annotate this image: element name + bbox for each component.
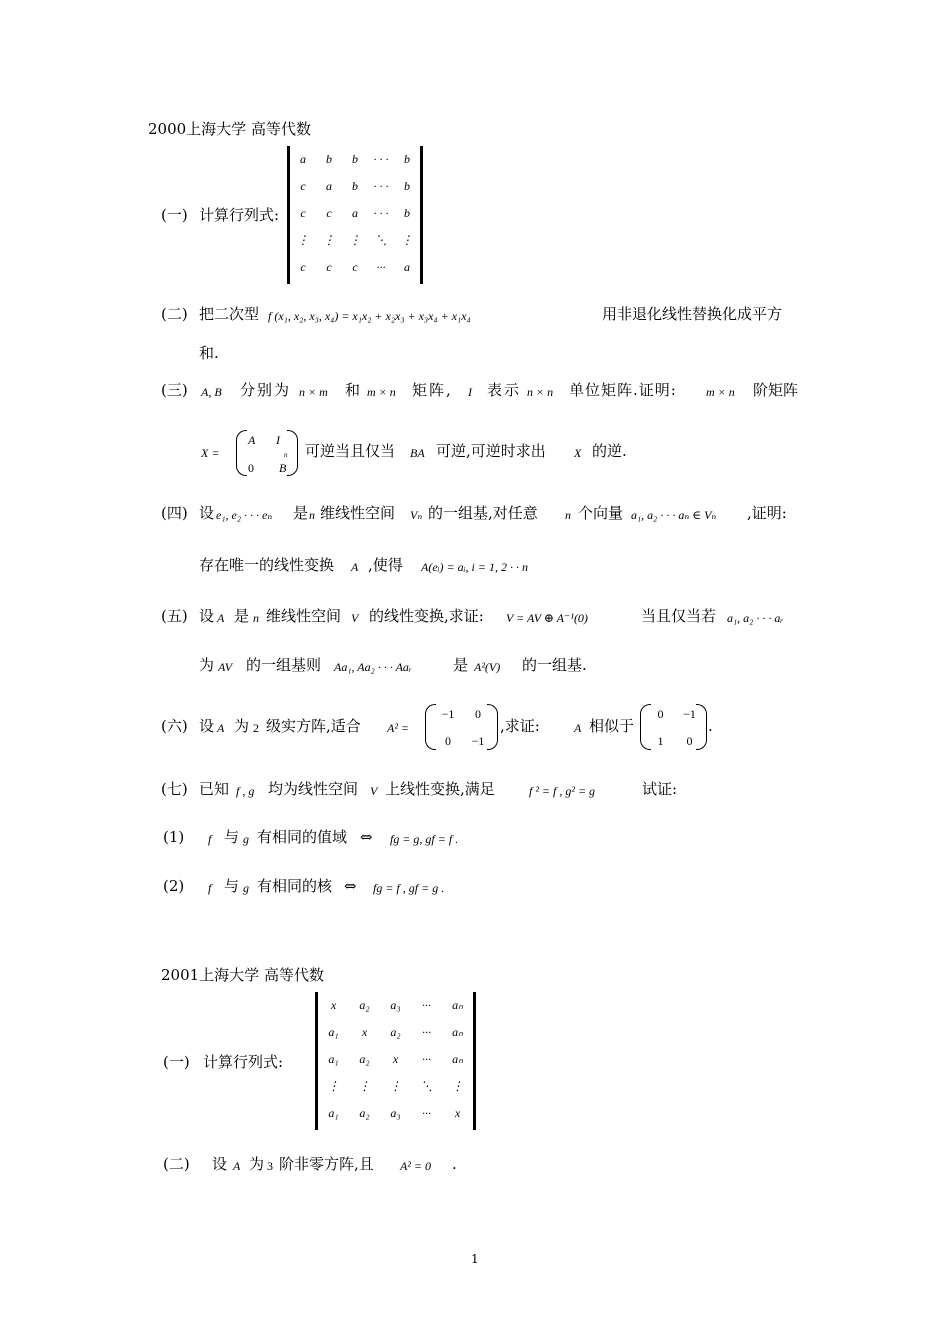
matrix-cell: · · · — [373, 179, 389, 193]
math: V = AV ⊕ A⁻¹(0) — [506, 611, 588, 625]
matrix-cell: 1 — [657, 734, 664, 748]
problem-label: (三) — [161, 381, 188, 399]
matrix-cell: ··· — [422, 1106, 431, 1120]
problem-text: 分别为 — [240, 381, 292, 399]
problem-text: 的一组基. — [522, 656, 587, 674]
problem-label: (六) — [161, 717, 188, 735]
page-number: 1 — [471, 1252, 479, 1266]
matrix-a-squared — [433, 707, 493, 749]
math: A(eᵢ) = aᵢ, i = 1, 2 · · n — [421, 560, 528, 574]
problem-text: 是 — [453, 656, 469, 674]
problem-text: 的线性变换,求证: — [369, 607, 484, 625]
problem-text: 级实方阵,适合 — [266, 717, 361, 735]
math: n — [309, 508, 315, 522]
math: V — [370, 784, 378, 798]
matrix-cell: a₂ — [359, 1052, 370, 1066]
math: X — [574, 446, 582, 460]
matrix-cell: ⋮ — [327, 1079, 340, 1093]
matrix-cell: · · · — [373, 206, 389, 220]
problem-text: 和. — [199, 344, 219, 362]
problem-text: 为 — [234, 717, 250, 735]
matrix-cell: c — [300, 206, 306, 220]
math: a₁, a₂ · · · aₙ ∈ Vₙ — [631, 508, 717, 522]
matrix-cell: ··· — [422, 998, 431, 1012]
matrix-cell: ⋮ — [358, 1079, 371, 1093]
math: f — [208, 881, 212, 895]
math: Vₙ — [410, 508, 423, 522]
matrix-cell: B — [279, 461, 287, 475]
matrix-cell: a — [326, 179, 332, 193]
problem-text: 是 — [234, 607, 250, 625]
problem-text: 和 — [345, 381, 361, 399]
problem-text: 用非退化线性替换化成平方 — [602, 305, 783, 323]
problem-text: 维线性空间 — [320, 504, 396, 522]
problem-text: 设 — [199, 607, 215, 625]
math: A²(V) — [474, 660, 501, 674]
problem-text: 的一组基,对任意 — [428, 504, 538, 522]
math: f ² = f , g² = g — [529, 784, 596, 798]
math: 2 — [253, 721, 259, 735]
matrix-cell: ··· — [376, 260, 386, 274]
problem-text: 设 — [199, 717, 215, 735]
problem-text: 均为线性空间 — [268, 780, 359, 798]
matrix-cell: 0 — [445, 734, 451, 748]
math: A² = 0 — [400, 1159, 432, 1173]
math: V — [351, 611, 359, 625]
problem-text: ,求证: — [500, 717, 540, 735]
matrix-cell: a₂ — [359, 1106, 370, 1120]
matrix-cell: ⋮ — [389, 1079, 402, 1093]
matrix-cell: a — [352, 206, 358, 220]
matrix-similar — [646, 707, 704, 749]
matrix-cell: b — [352, 152, 358, 166]
problem-text: 表示 — [487, 381, 522, 399]
problem-label: (二) — [163, 1155, 190, 1173]
matrix-cell: a₁ — [328, 1106, 339, 1120]
problem-text: 有相同的核 — [257, 877, 333, 895]
problem-label: (五) — [161, 607, 188, 625]
problem-text: . — [452, 1155, 457, 1173]
math: e₁, e₂ · · · eₙ — [216, 508, 273, 522]
matrix-cell: 0 — [475, 707, 481, 721]
matrix-cell: x — [454, 1106, 461, 1120]
math: A — [217, 721, 225, 735]
problem-text: 个向量 — [578, 504, 624, 522]
math: n — [565, 508, 571, 522]
math: n × n — [527, 385, 554, 399]
matrix-cell: b — [326, 152, 332, 166]
problem-text: 是 — [293, 504, 309, 522]
determinant-right-bar — [473, 992, 476, 1130]
math: m × n — [367, 385, 396, 399]
problem-text: 相似于 — [589, 717, 635, 735]
matrix-cell: ⋱ — [375, 233, 387, 247]
problem-text: 设 — [199, 504, 215, 522]
problem-text: 上线性变换,满足 — [385, 780, 495, 798]
matrix-cell: b — [352, 179, 358, 193]
matrix-cell: 0 — [657, 707, 664, 721]
subproblem-number: (1) — [163, 828, 185, 846]
matrix-cell: −1 — [683, 707, 696, 721]
matrix-cell: x — [330, 998, 337, 1012]
math: fg = f , gf = g . — [373, 881, 445, 895]
problem-text: 的一组基则 — [246, 656, 322, 674]
matrix-cell: b — [404, 179, 410, 193]
problem-text: 已知 — [199, 780, 230, 798]
matrix-cell: a₁ — [328, 1052, 339, 1066]
matrix-cell: −1 — [471, 734, 485, 748]
matrix-cell: ⋮ — [401, 233, 413, 247]
problem-text: 当且仅当若 — [641, 607, 717, 625]
determinant-2001 — [318, 998, 473, 1121]
math: fg = g, gf = f . — [390, 832, 459, 846]
problem-label: (四) — [161, 504, 188, 522]
subproblem-number: (2) — [163, 877, 185, 895]
problem-text: 把二次型 — [199, 305, 260, 323]
matrix-cell: ··· — [422, 1025, 431, 1039]
matrix-cell: x — [361, 1025, 368, 1039]
matrix-cell: A — [248, 433, 256, 447]
problem-text: 的逆. — [592, 442, 627, 460]
matrix-cell: a₂ — [359, 998, 370, 1012]
problem-label: (七) — [161, 780, 188, 798]
matrix-cell: ⋮ — [451, 1079, 464, 1093]
matrix-cell: a₃ — [390, 1106, 401, 1120]
problem-label: (二) — [161, 305, 188, 323]
section-title-2000: 2000上海大学 高等代数 — [148, 120, 311, 138]
section-title-2001: 2001上海大学 高等代数 — [161, 966, 324, 984]
problem-text: 单位矩阵.证明: — [569, 381, 677, 399]
matrix-cell: · · · — [373, 152, 389, 166]
math: n — [253, 611, 259, 625]
matrix-cell: aₙ — [452, 1052, 463, 1066]
problem-label: (一) — [163, 1053, 190, 1071]
math: f , g — [236, 784, 255, 798]
problem-text: 试证: — [642, 780, 678, 798]
problem-text: ,使得 — [368, 556, 403, 574]
math: A — [574, 721, 582, 735]
math: A² = — [387, 721, 410, 735]
problem-text: ,证明: — [747, 504, 787, 522]
matrix-cell: −1 — [441, 707, 455, 721]
matrix-cell: b — [404, 152, 410, 166]
problem-text: 计算行列式: — [203, 1053, 284, 1071]
math: AV — [218, 660, 233, 674]
matrix-cell: a — [300, 152, 306, 166]
matrix-cell: a₂ — [390, 1025, 401, 1039]
problem-text: 可逆当且仅当 — [305, 442, 396, 460]
matrix-cell: ⋮ — [297, 233, 309, 247]
problem-text: 为 — [199, 656, 215, 674]
problem-text: 维线性空间 — [266, 607, 342, 625]
matrix-cell: aₙ — [452, 998, 463, 1012]
problem-label: (一) — [161, 206, 188, 224]
matrix-cell: ⋱ — [420, 1079, 433, 1093]
math: g — [243, 881, 249, 895]
matrix-cell: c — [326, 206, 332, 220]
matrix-cell: c — [326, 260, 332, 274]
matrix-cell: 0 — [248, 461, 254, 475]
problem-text: 设 — [212, 1155, 228, 1173]
matrix-cell: I — [276, 433, 280, 447]
matrix-cell: c — [300, 179, 306, 193]
math: 3 — [267, 1159, 273, 1173]
math: A — [217, 611, 225, 625]
matrix-cell: ⋮ — [349, 233, 361, 247]
problem-text: 与 — [224, 828, 240, 846]
math: A — [351, 560, 359, 574]
math: n × m — [299, 385, 328, 399]
math: BA — [410, 446, 425, 460]
math: Aa₁, Aa₂ · · · Aaᵣ — [334, 660, 412, 674]
matrix-cell: a₁ — [328, 1025, 339, 1039]
math: a₁, a₂ · · · aᵣ — [727, 611, 784, 625]
matrix-cell: c — [300, 260, 306, 274]
matrix-cell: n — [284, 451, 288, 459]
matrix-cell: a₃ — [390, 998, 401, 1012]
problem-text: 为 — [249, 1155, 265, 1173]
matrix-cell: c — [352, 260, 358, 274]
problem-text: 与 — [224, 877, 240, 895]
matrix-cell: b — [404, 206, 410, 220]
math: X = — [201, 446, 220, 460]
problem-text: 存在唯一的线性变换 — [199, 556, 335, 574]
equivalence-symbol: ⇔ — [360, 828, 373, 846]
determinant-2000 — [290, 152, 420, 275]
math: g — [243, 832, 249, 846]
math: m × n — [706, 385, 735, 399]
determinant-right-bar — [420, 146, 423, 284]
problem-text: 阶非零方阵,且 — [279, 1155, 374, 1173]
math: I — [468, 385, 472, 399]
problem-text: 有相同的值域 — [257, 828, 348, 846]
problem-text: 阶矩阵 — [753, 381, 799, 399]
quadratic-form: f (x₁, x₂, x₃, x₄) = x₁x₂ + x₂x₃ + x₃x₄ + x₁x₄ — [268, 309, 471, 323]
matrix-paren-right — [287, 430, 298, 476]
math: A — [233, 1159, 241, 1173]
matrix-cell: a — [404, 260, 410, 274]
matrix-paren-left — [236, 430, 247, 476]
problem-text: 计算行列式: — [199, 206, 280, 224]
math: f — [208, 832, 212, 846]
problem-text: 可逆,可逆时求出 — [436, 442, 546, 460]
math: A, B — [201, 385, 222, 399]
matrix-cell: ⋮ — [323, 233, 335, 247]
matrix-cell: x — [392, 1052, 399, 1066]
problem-text: . — [708, 717, 713, 735]
matrix-cell: 0 — [686, 734, 693, 748]
matrix-cell: aₙ — [452, 1025, 463, 1039]
matrix-cell: ··· — [422, 1052, 431, 1066]
problem-text: 矩阵, — [412, 381, 453, 399]
equivalence-symbol: ⇔ — [344, 877, 357, 895]
